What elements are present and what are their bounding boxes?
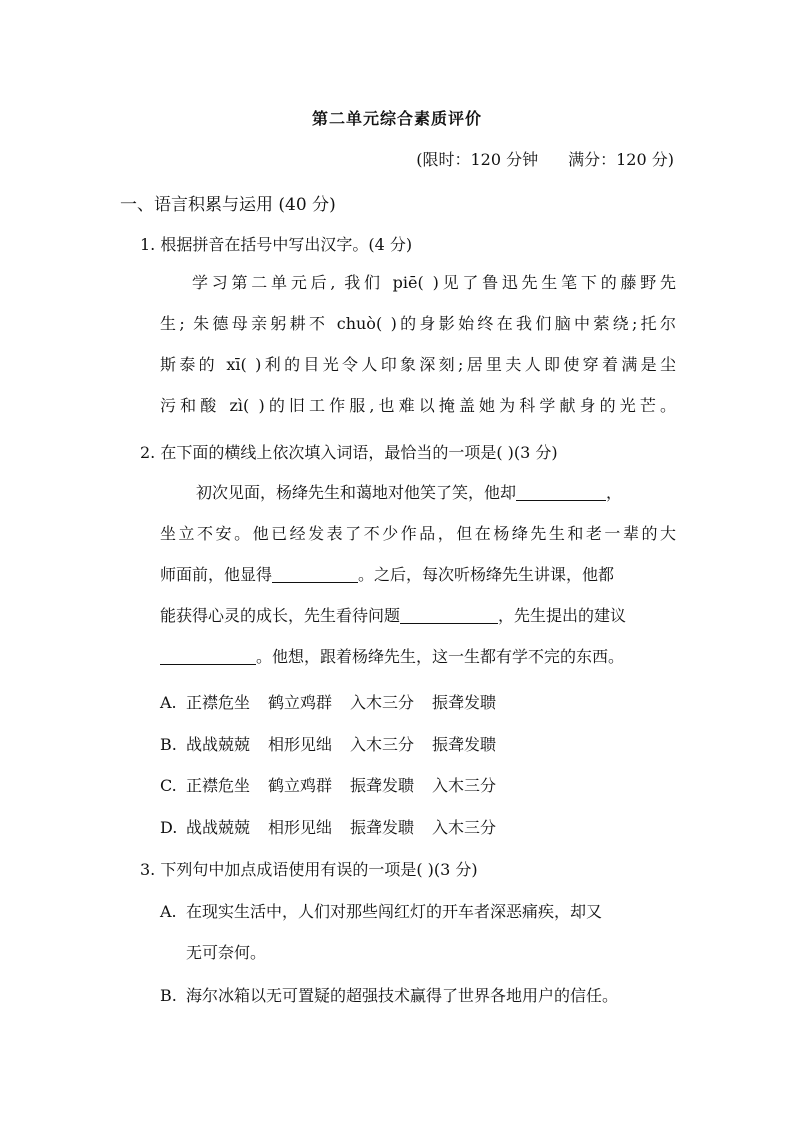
fill-blank-4[interactable] xyxy=(160,646,256,665)
passage-text: 师面前，他显得 xyxy=(160,565,273,584)
option-label: B. xyxy=(160,986,177,1005)
option-word: 入木三分 xyxy=(432,776,497,795)
passage-text: ，先生提出的建议 xyxy=(498,606,627,625)
page-title: 第二单元综合素质评价 xyxy=(311,109,482,128)
passage-text: 。他想，跟着杨绛先生，这一生都有学不完的东西。 xyxy=(256,647,625,666)
option-label: D. xyxy=(160,818,178,837)
passage-line xyxy=(160,595,676,636)
passage-line: 坐立不安。他已经发表了不少作品，但在杨绛先生和老一辈的大 xyxy=(160,524,676,543)
option-word: 入木三分 xyxy=(350,693,415,712)
question-3-option-b[interactable] xyxy=(160,983,618,1006)
passage-line: 污和酸 zì( )的旧工作服,也难以掩盖她为科学献身的光芒。 xyxy=(160,396,676,415)
option-word: 正襟危坐 xyxy=(186,776,251,795)
option-b[interactable] xyxy=(160,732,514,755)
passage-text: 初次见面，杨绛先生和蔼地对他笑了笑，他却 xyxy=(196,483,517,502)
passage-line xyxy=(160,472,676,513)
question-1-passage xyxy=(160,262,676,426)
option-c[interactable] xyxy=(160,773,514,796)
section-heading: 一、语言积累与运用 (40 分) xyxy=(120,195,336,215)
passage-text: 能获得心灵的成长，先生看待问题 xyxy=(160,606,401,625)
option-word: 鹤立鸡群 xyxy=(268,776,333,795)
option-word: 正襟危坐 xyxy=(186,693,251,712)
passage-line xyxy=(160,636,676,677)
question-1-stem: 1. 根据拼音在括号中写出汉字。(4 分) xyxy=(140,235,413,254)
passage-line xyxy=(160,554,676,595)
full-score: 满分：120 分) xyxy=(568,150,674,169)
passage-text: ， xyxy=(606,483,623,502)
option-word: 相形见绌 xyxy=(268,818,333,837)
option-word: 入木三分 xyxy=(432,818,497,837)
option-word: 战战兢兢 xyxy=(186,818,251,837)
question-2-passage xyxy=(160,472,676,677)
option-word: 振聋发聩 xyxy=(432,693,497,712)
option-label: A. xyxy=(160,902,177,921)
option-label: B. xyxy=(160,735,177,754)
option-word: 振聋发聩 xyxy=(432,735,497,754)
passage-line: 学习第二单元后, 我们 piē( )见了鲁迅先生笔下的藤野先 xyxy=(192,273,676,292)
option-word: 振聋发聩 xyxy=(350,776,415,795)
question-3-option-a-continued: 无可奈何。 xyxy=(186,943,267,962)
question-2-stem: 2. 在下面的横线上依次填入词语，最恰当的一项是( )(3 分) xyxy=(140,443,558,462)
option-word: 相形见绌 xyxy=(268,735,333,754)
fill-blank-2[interactable] xyxy=(272,564,358,583)
passage-line: 斯泰的 xī( )利的目光令人印象深刻;居里夫人即使穿着满是尘 xyxy=(160,355,676,374)
passage-text: 。之后，每次听杨绛先生讲课，他都 xyxy=(358,565,615,584)
passage-line: 生; 朱德母亲躬耕不 chuò( )的身影始终在我们脑中萦绕;托尔 xyxy=(160,314,676,333)
option-word: 鹤立鸡群 xyxy=(268,693,333,712)
question-3-stem: 3. 下列句中加点成语使用有误的一项是( )(3 分) xyxy=(140,860,478,879)
option-label: C. xyxy=(160,776,177,795)
option-word: 振聋发聩 xyxy=(350,818,415,837)
option-word: 入木三分 xyxy=(350,735,415,754)
exam-limits xyxy=(416,147,674,170)
option-text: 海尔冰箱以无可置疑的超强技术赢得了世界各地用户的信任。 xyxy=(186,986,619,1005)
fill-blank-3[interactable] xyxy=(400,605,498,624)
option-a[interactable] xyxy=(160,690,514,713)
option-d[interactable] xyxy=(160,815,514,838)
option-word: 战战兢兢 xyxy=(186,735,251,754)
option-text: 在现实生活中，人们对那些闯红灯的开车者深恶痛疾，却又 xyxy=(186,902,603,921)
option-label: A. xyxy=(160,693,177,712)
question-3-option-a[interactable] xyxy=(160,899,602,922)
fill-blank-1[interactable] xyxy=(516,482,606,501)
time-limit: (限时：120 分钟 xyxy=(416,150,539,169)
